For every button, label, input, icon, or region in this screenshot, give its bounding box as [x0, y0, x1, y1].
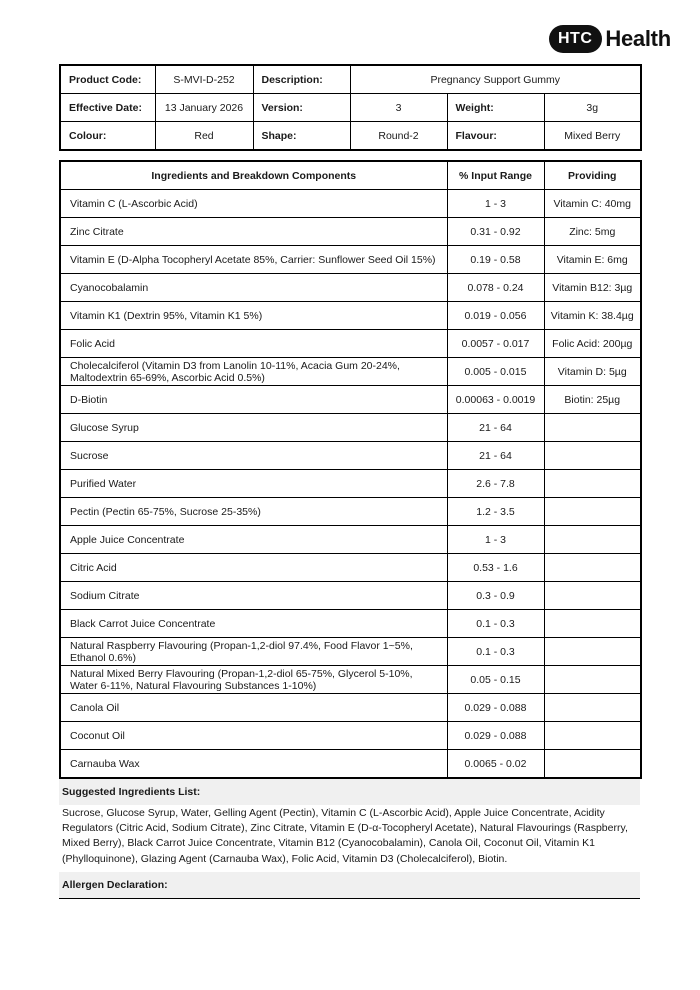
- ingredient-name: Apple Juice Concentrate: [60, 526, 447, 554]
- ingredient-name: Glucose Syrup: [60, 414, 447, 442]
- input-range: 0.3 - 0.9: [447, 582, 544, 610]
- input-range: 0.029 - 0.088: [447, 694, 544, 722]
- table-row: [60, 246, 641, 274]
- table-row: [60, 722, 641, 750]
- shape-label: Shape:: [253, 122, 350, 151]
- ingredient-name: Natural Mixed Berry Flavouring (Propan-1,2-diol 65-75%, Glycerol 5-10%, Water 6-11%, Natural Flavouring Substances 1-10%): [60, 666, 447, 694]
- providing-value: [544, 694, 641, 722]
- input-range: 0.05 - 0.15: [447, 666, 544, 694]
- description-label: Description:: [253, 65, 350, 94]
- ingredient-name: Coconut Oil: [60, 722, 447, 750]
- product-code-label: Product Code:: [60, 65, 155, 94]
- input-range: 1 - 3: [447, 190, 544, 218]
- providing-value: Folic Acid: 200µg: [544, 330, 641, 358]
- ingredients-column-header: Ingredients and Breakdown Components: [60, 161, 447, 190]
- providing-value: Zinc: 5mg: [544, 218, 641, 246]
- providing-value: Vitamin D: 5µg: [544, 358, 641, 386]
- ingredient-name: Cyanocobalamin: [60, 274, 447, 302]
- description-value: Pregnancy Support Gummy: [350, 65, 641, 94]
- providing-value: [544, 666, 641, 694]
- providing-value: Vitamin B12: 3µg: [544, 274, 641, 302]
- input-range: 0.005 - 0.015: [447, 358, 544, 386]
- input-range: 1 - 3: [447, 526, 544, 554]
- providing-value: Vitamin K: 38.4µg: [544, 302, 641, 330]
- version-label: Version:: [253, 94, 350, 122]
- table-row: [60, 638, 641, 666]
- table-row: [60, 666, 641, 694]
- effective-date-label: Effective Date:: [60, 94, 155, 122]
- ingredient-name: Vitamin E (D-Alpha Tocopheryl Acetate 85%, Carrier: Sunflower Seed Oil 15%): [60, 246, 447, 274]
- ingredient-name: Canola Oil: [60, 694, 447, 722]
- ingredient-name: Cholecalciferol (Vitamin D3 from Lanolin 10-11%, Acacia Gum 20-24%, Maltodextrin 65-69%, Ascorbic Acid 0.5%): [60, 358, 447, 386]
- input-range: 0.078 - 0.24: [447, 274, 544, 302]
- ingredient-name: Vitamin C (L-Ascorbic Acid): [60, 190, 447, 218]
- providing-value: [544, 442, 641, 470]
- suggested-ingredients-text: Sucrose, Glucose Syrup, Water, Gelling Agent (Pectin), Vitamin C (L-Ascorbic Acid), Apple Juice Concentrate, Acidity Regulators (Citric Acid, Sodium Citrate), Zinc Citrate, Vitamin E (D-α-Tocopheryl Acetate), Natural Flavourings (Raspberry, Mixed Berry), Black Carrot Juice Concentrate, Vitamin B12 (Cyanocobalamin), Canola Oil, Coconut Oil, Vitamin K1 (Phylloquinone), Glazing Agent (Carnauba Wax), Folic Acid, Vitamin D3 (Cholecalciferol), Biotin.: [62, 807, 628, 865]
- input-range: 0.1 - 0.3: [447, 610, 544, 638]
- input-range: 0.0057 - 0.017: [447, 330, 544, 358]
- providing-value: [544, 582, 641, 610]
- providing-value: [544, 554, 641, 582]
- providing-value: Vitamin C: 40mg: [544, 190, 641, 218]
- ingredient-name: Zinc Citrate: [60, 218, 447, 246]
- table-row: [60, 414, 641, 442]
- flavour-value: Mixed Berry: [544, 122, 641, 151]
- ingredients-table: [59, 160, 642, 779]
- table-row: [60, 526, 641, 554]
- colour-label: Colour:: [60, 122, 155, 151]
- providing-value: [544, 750, 641, 779]
- table-row: [60, 190, 641, 218]
- table-row: [60, 302, 641, 330]
- table-row: [60, 330, 641, 358]
- table-row: [60, 386, 641, 414]
- providing-value: [544, 470, 641, 498]
- input-range: 0.0065 - 0.02: [447, 750, 544, 779]
- table-row: [60, 358, 641, 386]
- input-range: 21 - 64: [447, 414, 544, 442]
- effective-date-value: 13 January 2026: [155, 94, 253, 122]
- input-range: 0.00063 - 0.0019: [447, 386, 544, 414]
- suggested-ingredients-heading: Suggested Ingredients List:: [59, 778, 640, 805]
- ingredient-name: Sucrose: [60, 442, 447, 470]
- table-row: [60, 554, 641, 582]
- input-range: 0.1 - 0.3: [447, 638, 544, 666]
- product-code-value: S-MVI-D-252: [155, 65, 253, 94]
- providing-value: [544, 638, 641, 666]
- colour-value: Red: [155, 122, 253, 151]
- ingredient-name: Pectin (Pectin 65-75%, Sucrose 25-35%): [60, 498, 447, 526]
- input-range: 21 - 64: [447, 442, 544, 470]
- flavour-label: Flavour:: [447, 122, 544, 151]
- providing-value: [544, 498, 641, 526]
- product-info-table: [59, 64, 642, 151]
- version-value: 3: [350, 94, 447, 122]
- htc-health-logo: [549, 24, 671, 54]
- table-row: [60, 442, 641, 470]
- shape-value: Round-2: [350, 122, 447, 151]
- input-range: 0.19 - 0.58: [447, 246, 544, 274]
- input-range: 0.019 - 0.056: [447, 302, 544, 330]
- providing-value: [544, 610, 641, 638]
- table-row: [60, 470, 641, 498]
- input-range: 0.31 - 0.92: [447, 218, 544, 246]
- ingredient-name: Citric Acid: [60, 554, 447, 582]
- weight-label: Weight:: [447, 94, 544, 122]
- ingredient-name: Vitamin K1 (Dextrin 95%, Vitamin K1 5%): [60, 302, 447, 330]
- providing-value: [544, 414, 641, 442]
- table-row: [60, 274, 641, 302]
- table-row: [60, 750, 641, 779]
- ingredient-name: Black Carrot Juice Concentrate: [60, 610, 447, 638]
- ingredient-name: D-Biotin: [60, 386, 447, 414]
- input-range: 1.2 - 3.5: [447, 498, 544, 526]
- input-range: 2.6 - 7.8: [447, 470, 544, 498]
- table-row: [60, 582, 641, 610]
- input-range-column-header: % Input Range: [447, 161, 544, 190]
- input-range: 0.029 - 0.088: [447, 722, 544, 750]
- providing-value: Biotin: 25µg: [544, 386, 641, 414]
- ingredient-name: Natural Raspberry Flavouring (Propan-1,2-diol 97.4%, Food Flavor 1~5%, Ethanol 0.6%): [60, 638, 447, 666]
- table-row: [60, 694, 641, 722]
- providing-column-header: Providing: [544, 161, 641, 190]
- ingredient-name: Folic Acid: [60, 330, 447, 358]
- table-row: [60, 218, 641, 246]
- ingredient-name: Purified Water: [60, 470, 447, 498]
- providing-value: [544, 722, 641, 750]
- weight-value: 3g: [544, 94, 641, 122]
- providing-value: [544, 526, 641, 554]
- ingredient-name: Carnauba Wax: [60, 750, 447, 779]
- logo-word: Health: [605, 26, 671, 51]
- allergen-declaration-heading: Allergen Declaration:: [59, 872, 640, 899]
- logo-mark: HTC: [549, 25, 602, 53]
- input-range: 0.53 - 1.6: [447, 554, 544, 582]
- providing-value: Vitamin E: 6mg: [544, 246, 641, 274]
- ingredient-name: Sodium Citrate: [60, 582, 447, 610]
- table-row: [60, 498, 641, 526]
- table-row: [60, 610, 641, 638]
